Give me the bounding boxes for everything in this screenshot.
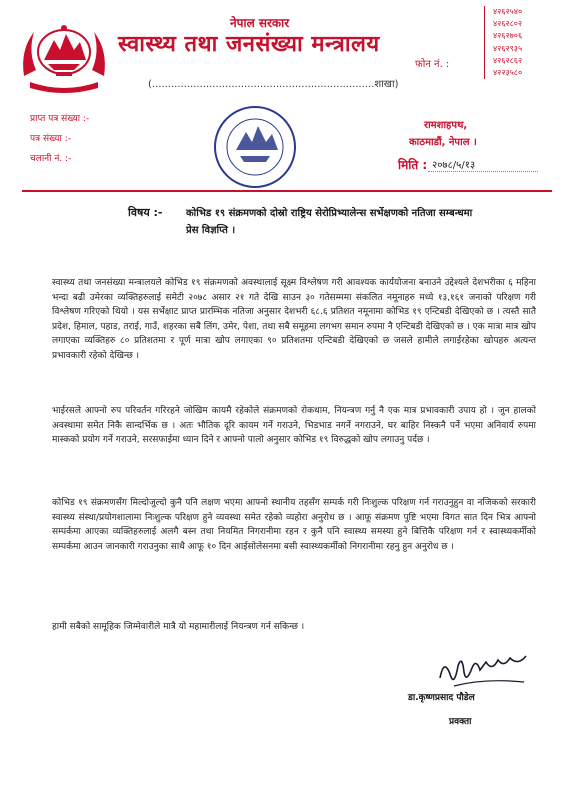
nepal-emblem-icon: [18, 20, 110, 94]
received-letter-no: प्राप्त पत्र संख्या :-: [30, 114, 90, 124]
government-name: नेपाल सरकार: [230, 16, 290, 30]
body-paragraph-3: कोभिड १९ संक्रमणसँग मिल्दोजुल्दो कुनै पनि लक्षण भएमा आफ्नो स्थानीय तहसँग सम्पर्क गरी निःशुल्क परिक्षण गर्न गराउनुहुन वा नजिकको सरकारी स्वास्थ्य संस्था/प्रयोगशालामा निःशुल्क परिक्षण हुने व्यवस्था समेत रहेको व्यहोरा अनुरोध छ । आफू संक्रमण पुष्टि भएमा विगत सात दिन भित्र आफ्नो सम्पर्कमा आएका व्यक्तिहरुलाई अलगै बस्न तथा नियमित निगरानीमा रहन र कुनै पनि स्वास्थ्य समस्या हुने बित्तिकै परिक्षण गर्न र स्वास्थ्यकर्मीको सम्पर्कमा आउन जानकारी गराउनुका साथै आफू १० दिन आईसोलेसनमा बसी स्वास्थ्यकर्मीको निगरानीमा रहनु हुन अनुरोध छ ।: [52, 498, 536, 552]
header-divider: [22, 190, 552, 192]
phone-label: फोन नं. :: [415, 59, 450, 70]
body-paragraph-2: भाईरसले आफ्नो रुप परिवर्तन गरिरहने जोखिम कायमै रहेकोले संक्रमणको रोकथाम, नियन्त्रण गर्नु नै एक मात्र प्रभावकारी उपाय हो । जुन हालको अवस्थामा समेत निकै सान्दर्भिक छ । अतः भौतिक दूरि कायम गर्ने गराउने, भिडभाड नगर्ने नगराउने, घर बाहिर निस्कनै पर्ने भएमा अनिवार्य रुपमा मास्कको प्रयोग गर्ने गराउने, सरसफाईमा ध्यान दिने र आफ्नो पालो अनुसार कोभिड १९ विरुद्धको खोप लगाउनु पर्दछ ।: [52, 406, 536, 446]
dispatch-no: चलानी नं. :-: [30, 154, 72, 164]
phone-number: ४२६२५४०: [493, 7, 523, 16]
address-line-2: काठमाडौं, नेपाल ।: [409, 137, 477, 148]
date-value: २०७८/५/१३: [432, 160, 476, 171]
address-line-1: रामशाहपथ,: [424, 120, 468, 131]
phone-number: ४२६२७०६: [493, 31, 523, 41]
body-paragraph-1: स्वास्थ्य तथा जनसंख्या मन्त्रालयले कोभिड १९ संक्रमणको अवस्थालाई सूक्ष्म विश्लेषण गरी आवश्यक कार्ययोजना बनाउने उद्देश्यले देशभरीका ६ महिना भन्दा बढी उमेरका व्यक्तिहरुलाई समेटी २०७८ असार २१ गते देखि साउन ३० गतेसम्ममा संकलित नमूनाहरु मध्ये १३,१६१ जनाको परिक्षण गरी विश्लेषण गरिएको थियो । यस सर्भेक्षाट प्राप्त प्रारम्भिक नतिजा अनुसार देशभरी ६८.६ प्रतिशत नमूनामा कोभिड १९ एन्टिबडी देखिएको छ । त्यस्तै सातै प्रदेश, हिमाल, पहाड, तराई, गाउँ, शहरका सबै लिंग, उमेर, पेशा, तथा सबै समूहमा लगभग समान रुपमा नै एन्टिबडी देखिएको छ । एक मात्रा मात्र खोप लगाएका व्यक्तिहरु ८० प्रतिशतमा र पूर्ण मात्रा खोप लगाएका ९० प्रतिशतमा एन्टिबडी देखिएको छ जसले हामीले लगाईरहेका खोपहरु अत्यन्त प्रभावकारी रहेको देखिन्छ ।: [52, 278, 536, 361]
phone-number: ४२२३५८०: [493, 68, 523, 78]
spokesperson-name: डा.कृष्णप्रसाद पौडेल: [408, 693, 475, 703]
spokesperson-title: प्रवक्ता: [449, 717, 472, 727]
phone-number: ४२६२८६२: [493, 55, 523, 65]
phone-number: ४२६२८०२: [493, 19, 523, 29]
body-paragraph-4: हामी सबैको सामूहिक जिम्मेवारीले मात्रै यो महामारीलाई नियन्त्रण गर्न सकिन्छ ।: [52, 622, 305, 632]
phone-list: [484, 6, 568, 79]
subject-text: कोभिड १९ संक्रमणको दोस्रो राष्ट्रिय सेरोप्रिभ्यालेन्स सर्भेक्षणको नतिजा सम्बन्धमा प्रेस विज्ञप्ति ।: [186, 208, 473, 236]
ministry-seal-icon: [212, 104, 298, 190]
date-underline: [428, 171, 538, 172]
date-label: मिति :: [398, 158, 428, 172]
ministry-title: स्वास्थ्य तथा जनसंख्या मन्त्रालय: [118, 32, 380, 57]
letter-no: पत्र संख्या :-: [30, 134, 71, 144]
subject-label: विषय :-: [128, 206, 163, 219]
phone-number: ४२६२९३५: [493, 43, 523, 53]
branch-line: (......................................................................शाखा): [148, 79, 399, 90]
